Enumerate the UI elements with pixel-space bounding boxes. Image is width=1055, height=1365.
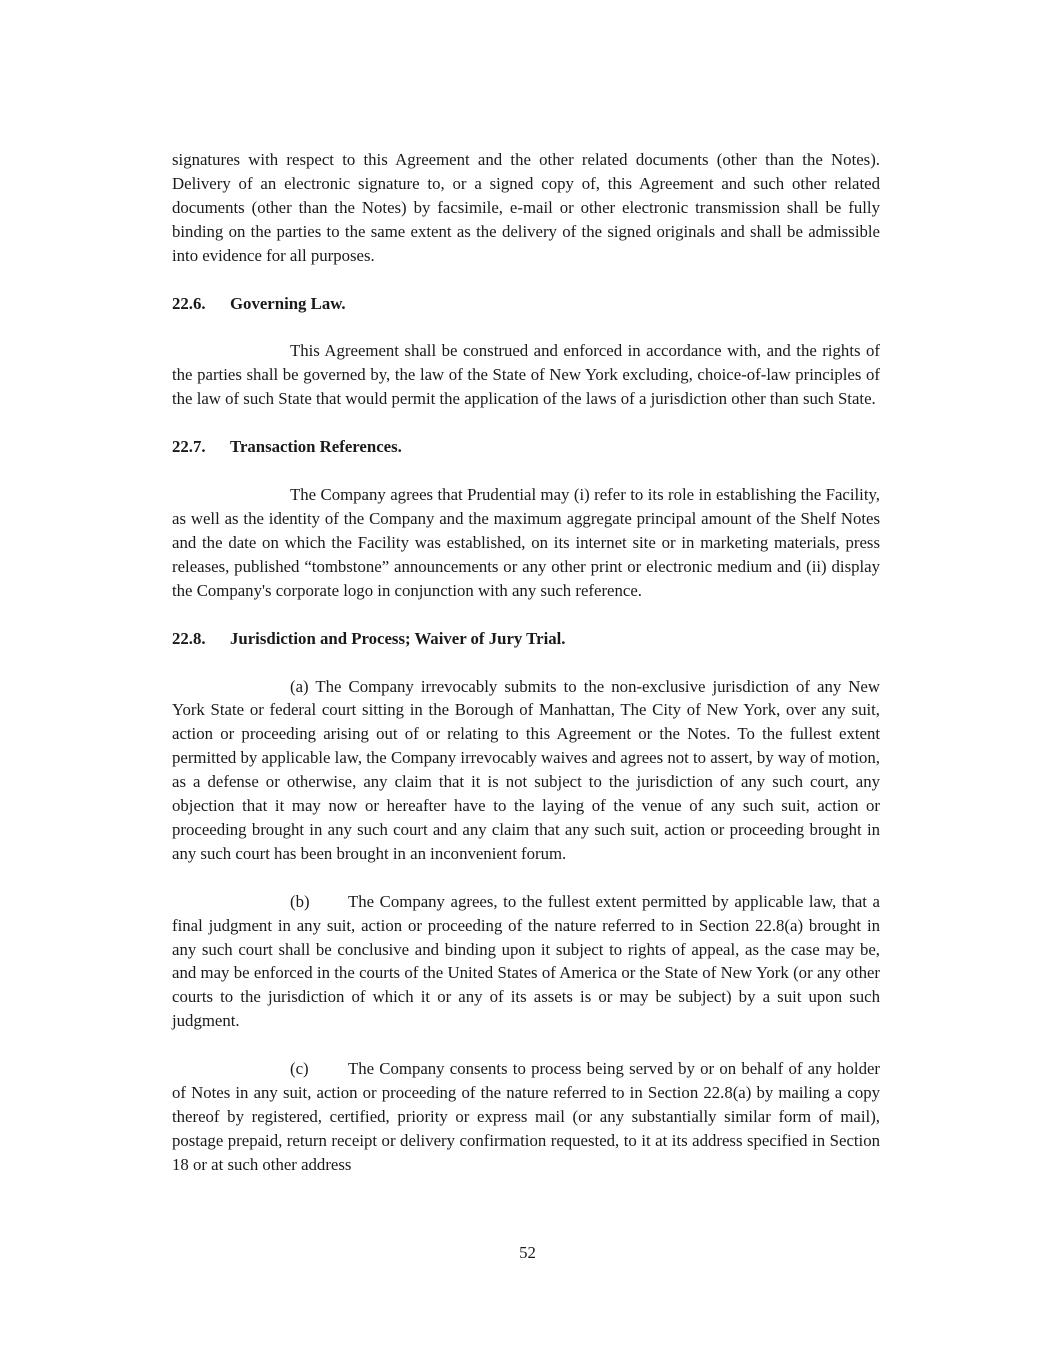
subsection-c — [172, 1057, 880, 1177]
section-heading-22-8 — [172, 627, 880, 651]
section-body-22-7: The Company agrees that Prudential may (i) refer to its role in establishing the Facility, as well as the identity of the Company and the maximum aggregate principal amount of the Shelf Notes and the date on which the Facility was established, on its internet site or in marketing materials, press releases, published “tombstone” announcements or any other print or electronic medium and (ii) display the Company's corporate logo in conjunction with any such reference. — [172, 485, 880, 600]
section-title: Jurisdiction and Process; Waiver of Jury Trial. — [230, 628, 566, 648]
page-number: 52 — [519, 1243, 536, 1262]
section-title: Transaction References. — [230, 437, 402, 457]
document-page — [172, 148, 880, 1177]
section-number: 22.7. — [172, 437, 206, 457]
section-number: 22.8. — [172, 628, 206, 648]
subsection-a — [172, 675, 880, 866]
subsection-label: (c) — [290, 1059, 309, 1079]
subsection-text: The Company irrevocably submits to the non-exclusive jurisdiction of any New York State or federal court sitting in the Borough of Manhattan, The City of New York, over any suit, action or proceeding arising out of or relating to this Agreement or the Notes. To the fullest extent permitted by applicable law, the Company irrevocably waives and agrees not to assert, by way of motion, as a defense or otherwise, any claim that it is not subject to the jurisdiction of any such court, any objection that it may now or hereafter have to the laying of the venue of any such suit, action or proceeding brought in any such court and any claim that any such suit, action or proceeding brought in any such court has been brought in an inconvenient forum. — [172, 676, 880, 863]
subsection-text: The Company agrees, to the fullest extent permitted by applicable law, that a final judgment in any suit, action or proceeding of the nature referred to in Section 22.8(a) brought in any such court shall be conclusive and binding upon it subject to rights of appeal, as the case may be, and may be enforced in the courts of the United States of America or the State of New York (or any other courts to the jurisdiction of which it or any of its assets is or may be subject) by a suit upon such judgment. — [172, 891, 880, 1031]
section-number: 22.6. — [172, 293, 206, 313]
section-body-22-6: This Agreement shall be construed and enforced in accordance with, and the rights of the parties shall be governed by, the law of the State of New York excluding, choice-of-law principles of the law of such State that would permit the application of the laws of a jurisdiction other than such State. — [172, 341, 880, 409]
subsection-text: The Company consents to process being served by or on behalf of any holder of Notes in any suit, action or proceeding of the nature referred to in Section 22.8(a) by mailing a copy thereof by registered, certified, priority or express mail (or any substantially similar form of mail), postage prepaid, return receipt or delivery confirmation requested, to it at its address specified in Section 18 or at such other address — [172, 1059, 880, 1174]
subsection-label: (b) — [290, 891, 310, 911]
subsection-label: (a) — [290, 676, 309, 696]
section-title: Governing Law. — [230, 293, 346, 313]
section-heading-22-7 — [172, 435, 880, 459]
subsection-b — [172, 890, 880, 1033]
section-heading-22-6 — [172, 292, 880, 316]
continuation-paragraph: signatures with respect to this Agreement and the other related documents (other than the Notes). Delivery of an electronic signature to, or a signed copy of, this Agreement and such other related documents (other than the Notes) by facsimile, e-mail or other electronic transmission shall be fully binding on the parties to the same extent as the delivery of the signed originals and shall be admissible into evidence for all purposes. — [172, 150, 880, 265]
